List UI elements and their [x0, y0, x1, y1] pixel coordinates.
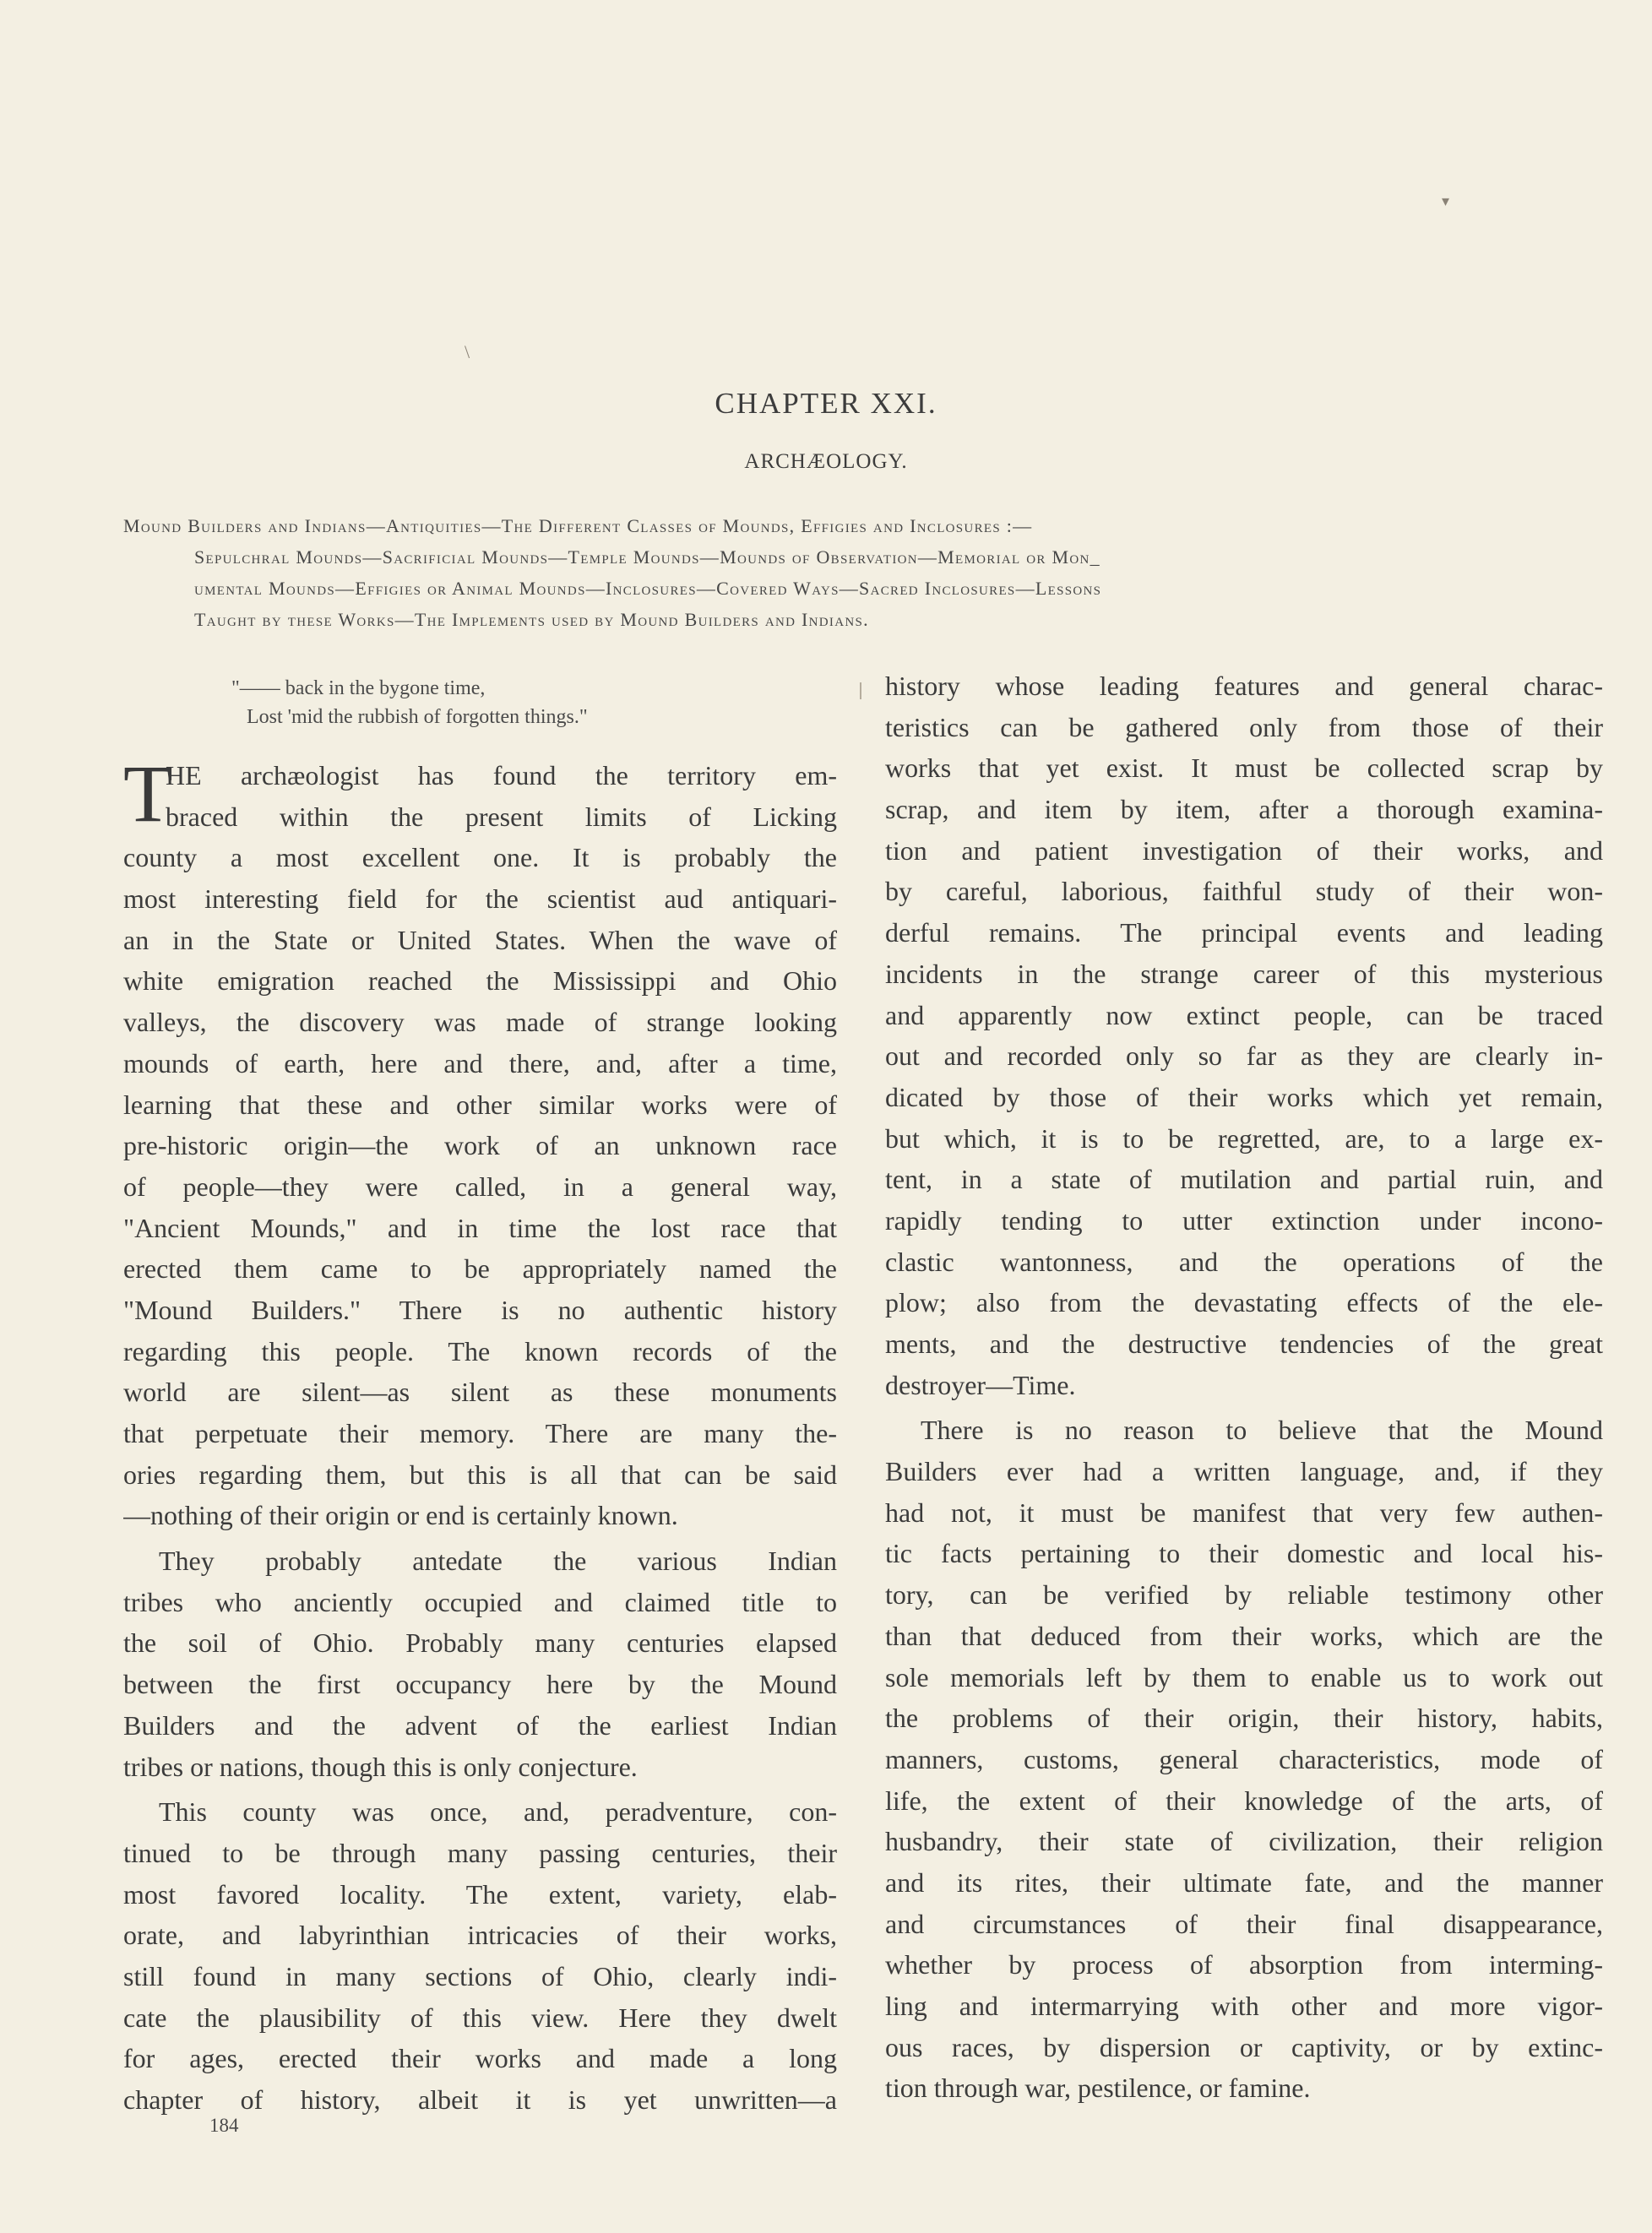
text-line: scrap, and item by item, after a thorough examina- [885, 794, 1603, 825]
synopsis-line: Mound Builders and Indians—Antiquities—The Different Classes of Mounds, Effigies and Inclosures :— [123, 515, 1033, 536]
text-line: world are silent—as silent as these monuments [123, 1377, 837, 1408]
left-text-column [123, 748, 837, 2121]
epigraph [228, 674, 588, 731]
text-line: regarding this people. The known records of the [123, 1335, 837, 1366]
text-line: valleys, the discovery was made of strange looking [123, 1007, 837, 1038]
text-line: mounds of earth, here and there, and, after a time, [123, 1047, 837, 1078]
text-line: county a most excellent one. It is probably the [123, 842, 837, 873]
text-line: tinued to be through many passing centuries, their [123, 1837, 837, 1868]
text-line: between the first occupancy here by the Mound [123, 1669, 837, 1700]
text-line: ories regarding them, but this is all that can be said [123, 1459, 837, 1490]
text-line: and its rites, their ultimate fate, and the manner [885, 1866, 1603, 1898]
text-line: the problems of their origin, their history, habits, [885, 1703, 1603, 1734]
text-line: the soil of Ohio. Probably many centuries elapsed [123, 1627, 837, 1659]
text-line: white emigration reached the Mississippi and Ohio [123, 965, 837, 997]
text-line: and apparently now extinct people, can be traced [885, 999, 1603, 1030]
text-line: derful remains. The principal events and leading [885, 917, 1603, 948]
text-line: that perpetuate their memory. There are many the- [123, 1418, 837, 1448]
text-line: HE archæologist has found the territory em- [166, 760, 837, 791]
text-line: erected them came to be appropriately named the [123, 1253, 837, 1285]
text-line: This county was once, and, peradventure, con- [159, 1796, 837, 1828]
synopsis-line: Taught by these Works—The Implements used by Mound Builders and Indians. [194, 609, 869, 630]
chapter-subtitle: ARCHÆOLOGY. [744, 450, 908, 473]
text-line: learning that these and other similar works were of [123, 1089, 837, 1120]
epigraph-line: Lost 'mid the rubbish of forgotten things." [247, 706, 588, 728]
chapter-synopsis [123, 510, 1610, 635]
text-line: tory, can be verified by reliable testimony other [885, 1579, 1603, 1611]
text-line: by careful, laborious, faithful study of their won- [885, 876, 1603, 907]
text-line: "Ancient Mounds," and in time the lost race that [123, 1212, 837, 1243]
text-line: rapidly tending to utter extinction under incono- [885, 1204, 1603, 1236]
text-line: than that deduced from their works, which are the [885, 1620, 1603, 1651]
text-line: ments, and the destructive tendencies of the great [885, 1328, 1603, 1359]
text-line: tion through war, pestilence, or famine. [885, 2073, 1311, 2104]
text-line: had not, it must be manifest that very few authen- [885, 1497, 1603, 1528]
page-number: 184 [209, 2115, 239, 2136]
paragraph [123, 748, 837, 1536]
text-line: husbandry, their state of civilization, their religion [885, 1826, 1603, 1857]
text-line: chapter of history, albeit it is yet unwritten—a [123, 2084, 837, 2115]
synopsis-line: umental Mounds—Effigies or Animal Mounds—Inclosures—Covered Ways—Sacred Inclosures—Lessons [194, 578, 1102, 599]
text-line: for ages, erected their works and made a long [123, 2043, 837, 2074]
text-line: braced within the present limits of Licking [166, 801, 837, 832]
text-line: tribes or nations, though this is only conjecture. [123, 1751, 638, 1782]
text-line: but which, it is to be regretted, are, to a large ex- [885, 1122, 1603, 1154]
text-line: clastic wantonness, and the operations of the [885, 1246, 1603, 1277]
text-line: an in the State or United States. When the wave of [123, 924, 837, 955]
text-line: manners, customs, general characteristics, mode of [885, 1743, 1603, 1774]
paragraph [123, 1540, 837, 1787]
paragraph [885, 1410, 1603, 2109]
text-line: tion and patient investigation of their works, and [885, 834, 1603, 866]
text-line: ous races, by dispersion or captivity, or by extinc- [885, 2031, 1603, 2062]
text-line: There is no reason to believe that the Mound [921, 1415, 1603, 1446]
text-line: of people—they were called, in a general way, [123, 1171, 837, 1202]
drop-cap: T [123, 748, 173, 839]
right-text-column [885, 666, 1603, 2109]
text-line: —nothing of their origin or end is certainly known. [123, 1500, 678, 1531]
print-speck: \ [465, 341, 470, 362]
synopsis-line: Sepulchral Mounds—Sacrificial Mounds—Temple Mounds—Mounds of Observation—Memorial or Mon_ [194, 546, 1100, 568]
text-line: incidents in the strange career of this mysterious [885, 958, 1603, 989]
text-line: cate the plausibility of this view. Here they dwelt [123, 2002, 837, 2033]
text-line: works that yet exist. It must be collected scrap by [885, 752, 1603, 784]
text-line: ling and intermarrying with other and more vigor- [885, 1991, 1603, 2021]
text-line: and circumstances of their final disappearance, [885, 1908, 1603, 1939]
text-line: life, the extent of their knowledge of the arts, of [885, 1785, 1603, 1816]
text-line: "Mound Builders." There is no authentic history [123, 1294, 837, 1325]
text-line: Builders ever had a written language, and, if they [885, 1456, 1603, 1487]
text-line: dicated by those of their works which yet remain, [885, 1081, 1603, 1112]
text-line: pre-historic origin—the work of an unknown race [123, 1130, 837, 1161]
text-line: tribes who anciently occupied and claimed title to [123, 1586, 837, 1617]
text-line: still found in many sections of Ohio, clearly indi- [123, 1960, 837, 1991]
text-line: tent, in a state of mutilation and partial ruin, and [885, 1164, 1603, 1195]
epigraph-line: "—— back in the bygone time, [231, 677, 486, 699]
text-line: sole memorials left by them to enable us to work out [885, 1661, 1603, 1692]
text-line: history whose leading features and general charac- [885, 671, 1603, 701]
text-line: most interesting field for the scientist aud antiquari- [123, 883, 837, 915]
text-line: tic facts pertaining to their domestic and local his- [885, 1538, 1603, 1569]
text-line: most favored locality. The extent, variety, elab- [123, 1878, 837, 1910]
text-line: Builders and the advent of the earliest Indian [123, 1709, 837, 1741]
text-line: whether by process of absorption from interming- [885, 1949, 1603, 1980]
print-speck: ▾ [1442, 193, 1450, 209]
text-line: They probably antedate the various Indian [159, 1546, 837, 1577]
text-line: orate, and labyrinthian intricacies of their works, [123, 1920, 837, 1951]
text-line: out and recorded only so far as they are clearly in- [885, 1040, 1603, 1072]
text-line: destroyer—Time. [885, 1369, 1076, 1400]
paragraph [885, 666, 1603, 1405]
chapter-title: CHAPTER XXI. [715, 387, 937, 420]
text-line: plow; also from the devastating effects of the ele- [885, 1287, 1603, 1318]
gutter-rule [860, 682, 861, 699]
paragraph [123, 1791, 837, 2121]
text-line: teristics can be gathered only from those of their [885, 711, 1603, 742]
